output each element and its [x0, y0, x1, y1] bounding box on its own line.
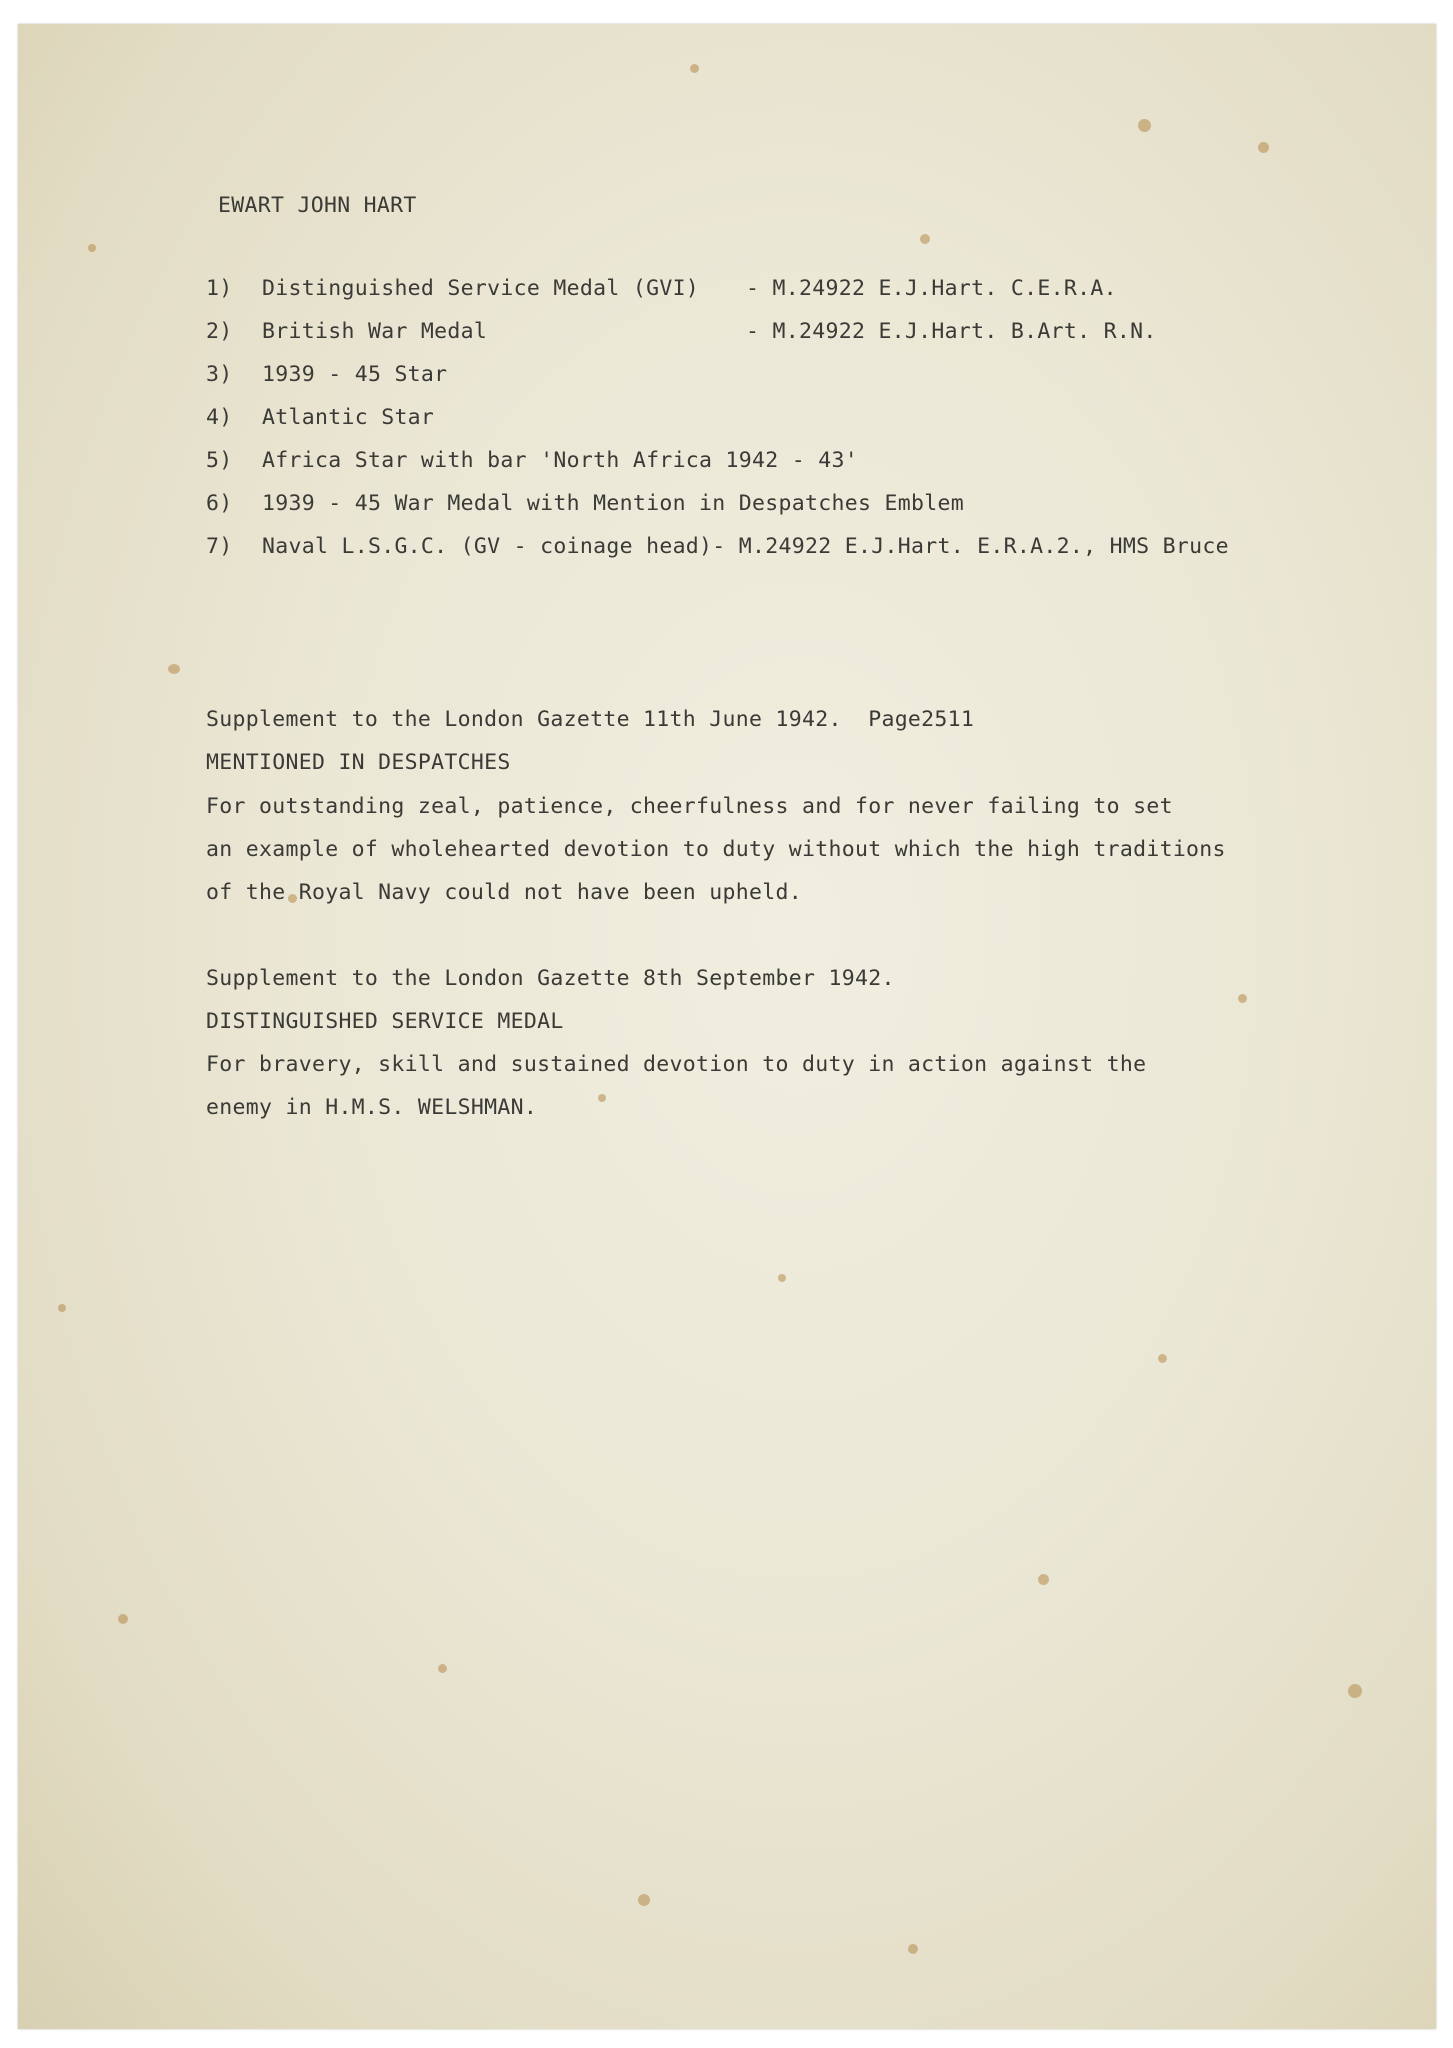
foxing-spot: [118, 1614, 128, 1624]
award-heading: DISTINGUISHED SERVICE MEDAL: [206, 1009, 564, 1034]
foxing-spot: [1258, 142, 1269, 153]
foxing-spot: [1238, 994, 1247, 1003]
citation-line: For bravery, skill and sustained devotion to duty in action against the: [206, 1052, 1147, 1077]
foxing-spot: [908, 1944, 918, 1954]
foxing-spot: [1158, 1354, 1167, 1363]
medal-number: 5): [206, 448, 233, 473]
medal-number: 3): [206, 362, 233, 387]
medal-title: 1939 - 45 Star: [262, 362, 448, 387]
citation-line: an example of wholehearted devotion to duty without which the high traditions: [206, 837, 1226, 862]
recipient-name: EWART JOHN HART: [218, 193, 417, 218]
medal-title: British War Medal: [262, 319, 488, 344]
medal-number: 1): [206, 276, 233, 301]
citation-line: For outstanding zeal, patience, cheerfulness and for never failing to set: [206, 794, 1173, 819]
gazette-source: Supplement to the London Gazette 8th September 1942.: [206, 966, 895, 991]
medal-title: Naval L.S.G.C. (GV - coinage head)- M.24922 E.J.Hart. E.R.A.2., HMS Bruce: [262, 534, 1229, 559]
award-heading: MENTIONED IN DESPATCHES: [206, 750, 511, 775]
medal-title: Distinguished Service Medal (GVI): [262, 276, 700, 301]
foxing-spot: [598, 1094, 606, 1102]
citation-line: of the Royal Navy could not have been upheld.: [206, 880, 802, 905]
foxing-spot: [920, 234, 930, 244]
gazette-source: Supplement to the London Gazette 11th June 1942. Page2511: [206, 707, 975, 732]
medal-number: 7): [206, 534, 233, 559]
foxing-spot: [1038, 1574, 1049, 1585]
foxing-spot: [168, 664, 180, 674]
foxing-spot: [638, 1894, 650, 1906]
medal-title: Atlantic Star: [262, 405, 435, 430]
foxing-spot: [1348, 1684, 1362, 1698]
foxing-spot: [690, 64, 699, 73]
foxing-spot: [778, 1274, 786, 1282]
medal-number: 6): [206, 491, 233, 516]
medal-title: 1939 - 45 War Medal with Mention in Despatches Emblem: [262, 491, 964, 516]
medal-number: 4): [206, 405, 233, 430]
foxing-spot: [438, 1664, 447, 1673]
medal-title: Africa Star with bar 'North Africa 1942 - 43': [262, 448, 858, 473]
foxing-spot: [88, 244, 96, 252]
foxing-spot: [1138, 119, 1151, 132]
foxing-spot: [58, 1304, 66, 1312]
citation-line: enemy in H.M.S. WELSHMAN.: [206, 1095, 538, 1120]
medal-naming: - M.24922 E.J.Hart. C.E.R.A.: [746, 276, 1117, 301]
medal-number: 2): [206, 319, 233, 344]
medal-naming: - M.24922 E.J.Hart. B.Art. R.N.: [746, 319, 1157, 344]
